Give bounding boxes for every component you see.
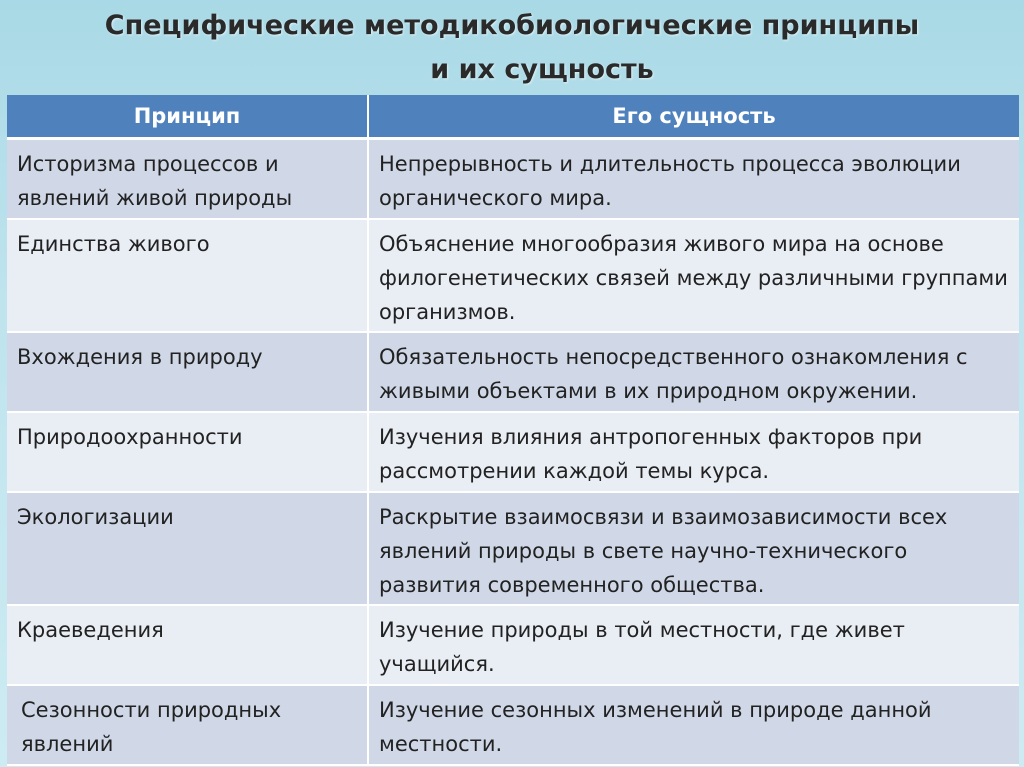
essence-cell: Объяснение многообразия живого мира на основе филогенетических связей между различными группами организмов. (368, 219, 1019, 332)
table-row (7, 219, 1019, 332)
table-row (7, 492, 1019, 605)
principle-cell: Единства живого (7, 219, 368, 332)
table-row (7, 332, 1019, 412)
essence-cell: Изучения влияния антропогенных факторов при рассмотрении каждой темы курса. (368, 412, 1019, 492)
header-principle: Принцип (7, 95, 368, 139)
principle-cell: Вхождения в природу (7, 332, 368, 412)
header-essence: Его сущность (368, 95, 1019, 139)
principle-cell: Сезонности природных явлений (7, 685, 368, 765)
principle-cell: Экологизации (7, 492, 368, 605)
essence-cell: Изучение сезонных изменений в природе данной местности. (368, 685, 1019, 765)
principle-cell: Краеведения (7, 605, 368, 685)
table-row (7, 139, 1019, 219)
title-line-2: и их сущность (430, 54, 654, 85)
principle-cell: Историзма процессов и явлений живой природы (7, 139, 368, 219)
table-row (7, 605, 1019, 685)
essence-cell: Раскрытие взаимосвязи и взаимозависимости всех явлений природы в свете научно-технического развития современного общества. (368, 492, 1019, 605)
page-title (0, 4, 1024, 92)
table-row (7, 685, 1019, 765)
table-header-row (7, 95, 1019, 139)
principles-table (7, 95, 1019, 766)
essence-cell: Изучение природы в той местности, где живет учащийся. (368, 605, 1019, 685)
essence-cell: Обязательность непосредственного ознакомления с живыми объектами в их природном окружении. (368, 332, 1019, 412)
table-row (7, 412, 1019, 492)
principle-cell: Природоохранности (7, 412, 368, 492)
title-line-1: Специфические методикобиологические принципы (104, 10, 920, 41)
essence-cell: Непрерывность и длительность процесса эволюции органического мира. (368, 139, 1019, 219)
